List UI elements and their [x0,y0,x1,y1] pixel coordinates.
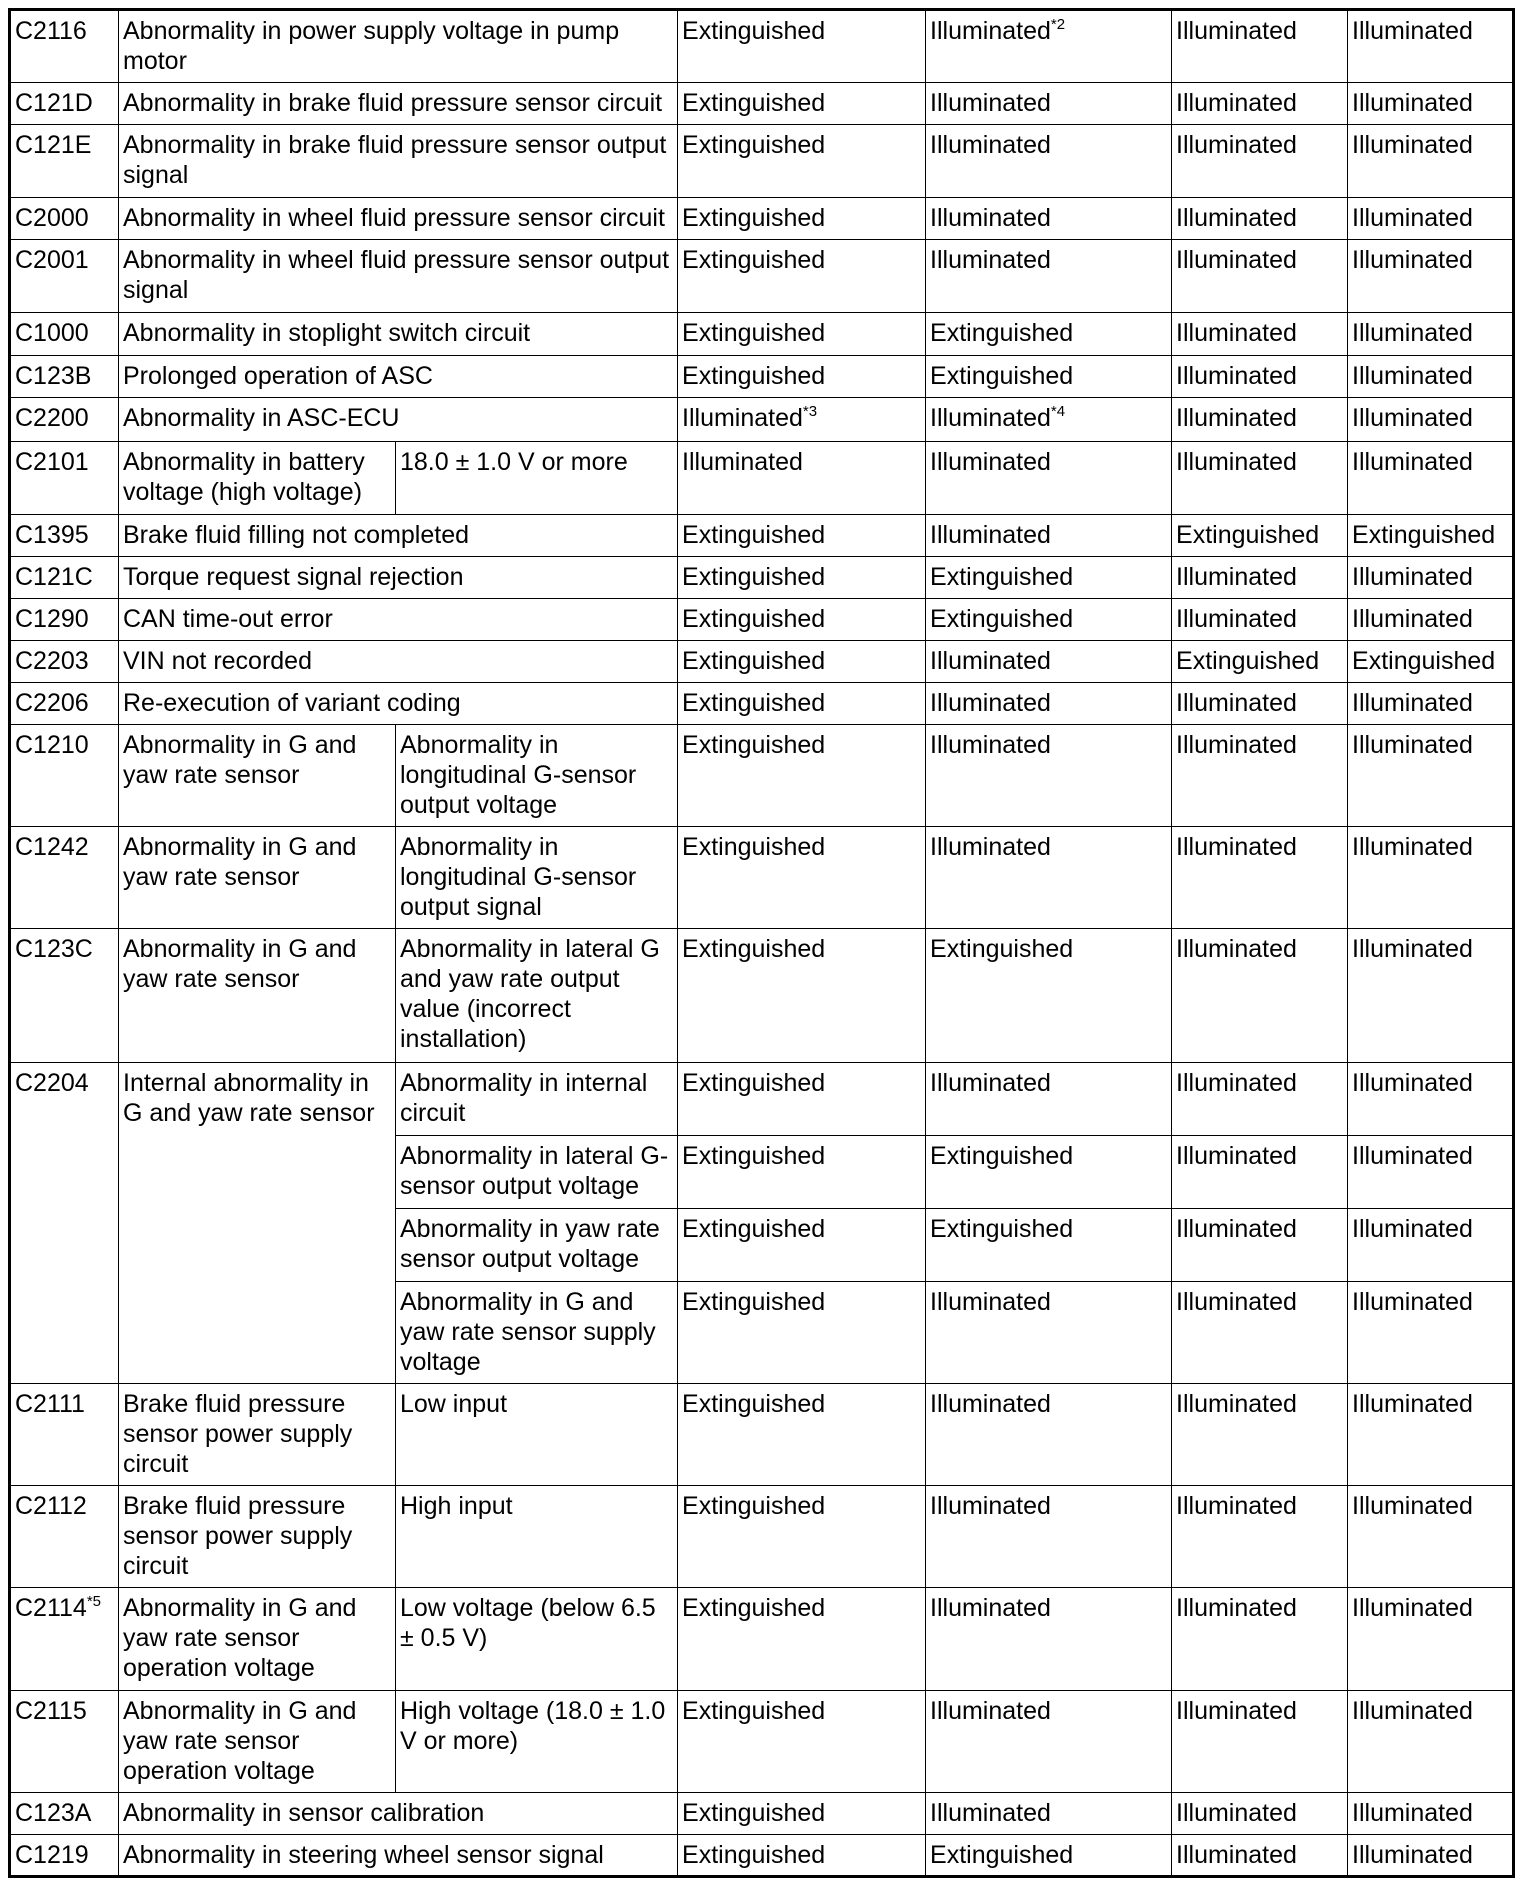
status-cell: Extinguished [678,313,926,355]
detail-cell: Low input [396,1384,678,1486]
table-row [10,83,1514,125]
dtc-code-cell: C2001 [10,240,119,313]
status-cell: Illuminated [926,683,1172,725]
status-cell: Extinguished [1348,514,1514,556]
status-cell: Extinguished [1172,640,1348,682]
dtc-code-cell: C1000 [10,313,119,355]
table-row [10,1486,1514,1588]
status-cell: Illuminated [926,1384,1172,1486]
status-cell: Extinguished [678,1208,926,1281]
status-cell: Illuminated [1348,1281,1514,1383]
table-row [10,1588,1514,1690]
description-cell: Brake fluid filling not completed [119,514,678,556]
status-cell: Extinguished [678,83,926,125]
table-row [10,683,1514,725]
table-row [10,198,1514,240]
status-cell: Illuminated [1172,929,1348,1062]
status-cell: Illuminated [926,1690,1172,1792]
status-cell: Extinguished [678,198,926,240]
status-cell: Illuminated [1348,1834,1514,1876]
status-cell: Illuminated [1172,125,1348,198]
detail-cell: Abnormality in longitudinal G-sensor output signal [396,827,678,929]
description-cell: Brake fluid pressure sensor power supply circuit [119,1486,396,1588]
detail-cell: Abnormality in lateral G and yaw rate output value (incorrect installation) [396,929,678,1062]
description-cell: Re-execution of variant coding [119,683,678,725]
status-cell: Illuminated [926,441,1172,514]
status-cell: Extinguished [926,355,1172,397]
status-cell: Illuminated [926,827,1172,929]
status-cell: Extinguished [678,240,926,313]
dtc-code-cell: C1219 [10,1834,119,1876]
status-cell: Illuminated [1348,125,1514,198]
status-cell: Extinguished [1172,514,1348,556]
table-row [10,355,1514,397]
status-cell: Extinguished [926,1135,1172,1208]
status-cell: Illuminated [926,1062,1172,1135]
status-cell: Illuminated [1348,1588,1514,1690]
status-cell: Illuminated [1172,83,1348,125]
description-cell: Abnormality in G and yaw rate sensor [119,827,396,929]
status-cell: Extinguished [678,929,926,1062]
description-cell: Abnormality in brake fluid pressure sensor output signal [119,125,678,198]
status-cell: Extinguished [678,1588,926,1690]
status-cell: Illuminated [1348,1208,1514,1281]
table-row [10,1834,1514,1876]
status-cell: Illuminated [1172,198,1348,240]
status-cell: Illuminated [1172,725,1348,827]
status-cell: Illuminated [1348,598,1514,640]
dtc-code-cell: C2000 [10,198,119,240]
status-cell: Extinguished [678,1834,926,1876]
description-cell: Torque request signal rejection [119,556,678,598]
status-cell: Extinguished [926,1834,1172,1876]
status-cell: Illuminated [1348,1062,1514,1135]
dtc-code-cell: C121D [10,83,119,125]
table-row [10,640,1514,682]
description-cell: Prolonged operation of ASC [119,355,678,397]
status-cell: Illuminated [1348,83,1514,125]
detail-cell: Abnormality in internal circuit [396,1062,678,1135]
detail-cell: Low voltage (below 6.5 ± 0.5 V) [396,1588,678,1690]
table-row [10,240,1514,313]
description-cell: Abnormality in wheel fluid pressure sensor circuit [119,198,678,240]
status-cell: Illuminated [1348,1690,1514,1792]
status-cell: Extinguished [678,1281,926,1383]
status-cell: Illuminated [1348,827,1514,929]
status-cell: Illuminated [1172,1690,1348,1792]
status-cell: Extinguished [678,1690,926,1792]
footnote-marker: *4 [1050,402,1066,420]
status-cell: Illuminated [1172,1792,1348,1834]
description-cell: Abnormality in G and yaw rate sensor [119,929,396,1062]
status-cell: Illuminated [1172,397,1348,441]
status-cell: Illuminated [1172,1135,1348,1208]
dtc-code-cell: C1290 [10,598,119,640]
status-cell: Illuminated [1172,827,1348,929]
dtc-code-cell: C123A [10,1792,119,1834]
dtc-table [8,8,1515,1878]
dtc-code-cell: C2111 [10,1384,119,1486]
status-cell: Illuminated [1348,397,1514,441]
status-cell: Illuminated [1348,725,1514,827]
status-cell: Illuminated [1348,1486,1514,1588]
status-cell: Extinguished [678,10,926,83]
status-cell: Illuminated [1348,683,1514,725]
description-cell: Abnormality in wheel fluid pressure sensor output signal [119,240,678,313]
status-cell: Illuminated [1172,10,1348,83]
status-cell: Illuminated [1348,10,1514,83]
status-cell: Illuminated [1348,556,1514,598]
table-row [10,441,1514,514]
description-cell: Internal abnormality in G and yaw rate sensor [119,1062,396,1383]
description-cell: Abnormality in G and yaw rate sensor operation voltage [119,1588,396,1690]
status-cell: Illuminated [926,240,1172,313]
detail-cell: Abnormality in lateral G-sensor output voltage [396,1135,678,1208]
status-cell: Illuminated [926,1588,1172,1690]
description-cell: Abnormality in brake fluid pressure sensor circuit [119,83,678,125]
status-cell: Illuminated [1172,441,1348,514]
dtc-code-cell: C2101 [10,441,119,514]
status-cell: Illuminated [926,514,1172,556]
footnote-marker: *2 [1050,16,1066,33]
table-row [10,313,1514,355]
description-cell: Abnormality in sensor calibration [119,1792,678,1834]
description-cell: CAN time-out error [119,598,678,640]
status-cell: Illuminated [926,125,1172,198]
status-cell: Extinguished [678,725,926,827]
dtc-code-cell: C2114$^{*5}$ [10,1588,119,1690]
dtc-code-cell: C1210 [10,725,119,827]
status-cell: Illuminated [1172,313,1348,355]
dtc-code-cell: C2116 [10,10,119,83]
status-cell: Extinguished [678,640,926,682]
status-cell: Illuminated [1348,198,1514,240]
status-cell: Extinguished [678,1792,926,1834]
dtc-code-cell: C2206 [10,683,119,725]
status-cell: Illuminated [926,1792,1172,1834]
description-cell: Abnormality in battery voltage (high voltage) [119,441,396,514]
table-row [10,556,1514,598]
status-cell: Extinguished [926,598,1172,640]
description-cell: Abnormality in steering wheel sensor signal [119,1834,678,1876]
table-row [10,10,1514,83]
status-cell: Illuminated [1172,598,1348,640]
detail-cell: Abnormality in longitudinal G-sensor output voltage [396,725,678,827]
status-cell: Illuminated [1172,683,1348,725]
status-cell: Illuminated [1348,929,1514,1062]
status-cell: Extinguished [678,1486,926,1588]
status-cell: Illuminated [926,1486,1172,1588]
detail-cell: High voltage (18.0 ± 1.0 V or more) [396,1690,678,1792]
dtc-code-cell: C2203 [10,640,119,682]
status-cell: Illuminated [1172,1208,1348,1281]
status-cell: Extinguished [926,929,1172,1062]
dtc-code-cell: C2112 [10,1486,119,1588]
dtc-code-cell: C121C [10,556,119,598]
status-cell: Illuminated [926,198,1172,240]
description-cell: Abnormality in G and yaw rate sensor [119,725,396,827]
description-cell: Abnormality in power supply voltage in pump motor [119,10,678,83]
status-cell: Extinguished [678,598,926,640]
dtc-code-cell: C123C [10,929,119,1062]
table-row [10,1062,1514,1135]
status-cell: Extinguished [926,1208,1172,1281]
detail-cell: 18.0 ± 1.0 V or more [396,441,678,514]
dtc-code-cell: C1242 [10,827,119,929]
table-row [10,827,1514,929]
status-cell: Extinguished [926,313,1172,355]
status-cell: Extinguished [678,1135,926,1208]
table-row [10,929,1514,1062]
status-cell: Extinguished [678,1062,926,1135]
status-cell: Illuminated [926,725,1172,827]
status-cell: Illuminated [1348,1792,1514,1834]
status-cell: Illuminated [1348,1135,1514,1208]
status-cell: Extinguished [678,1384,926,1486]
status-cell: Extinguished [926,556,1172,598]
status-cell: Illuminated$^{*2}$ [926,10,1172,83]
status-cell: Illuminated [1172,1281,1348,1383]
status-cell: Illuminated [1172,1834,1348,1876]
detail-cell: Abnormality in yaw rate sensor output voltage [396,1208,678,1281]
detail-cell: High input [396,1486,678,1588]
status-cell: Illuminated [1348,1384,1514,1486]
status-cell: Illuminated [1172,556,1348,598]
status-cell: Illuminated$^{*4}$ [926,397,1172,441]
table-row [10,1690,1514,1792]
table-row [10,397,1514,441]
table-row [10,1792,1514,1834]
status-cell: Extinguished [678,355,926,397]
status-cell: Illuminated [926,83,1172,125]
description-cell: Abnormality in stoplight switch circuit [119,313,678,355]
status-cell: Extinguished [1348,640,1514,682]
dtc-code-cell: C123B [10,355,119,397]
table-row [10,725,1514,827]
description-cell: Brake fluid pressure sensor power supply circuit [119,1384,396,1486]
status-cell: Illuminated [1172,240,1348,313]
description-cell: Abnormality in ASC-ECU [119,397,678,441]
status-cell: Extinguished [678,683,926,725]
dtc-code-cell: C2115 [10,1690,119,1792]
status-cell: Illuminated [1172,1486,1348,1588]
footnote-marker: *3 [802,402,818,420]
status-cell: Extinguished [678,827,926,929]
status-cell: Extinguished [678,125,926,198]
status-cell: Illuminated [1348,313,1514,355]
status-cell: Illuminated [1172,1384,1348,1486]
dtc-code-cell: C2200 [10,397,119,441]
status-cell: Extinguished [678,514,926,556]
status-cell: Illuminated [678,441,926,514]
description-cell: Abnormality in G and yaw rate sensor operation voltage [119,1690,396,1792]
status-cell: Illuminated [926,640,1172,682]
dtc-code-cell: C121E [10,125,119,198]
table-row [10,1384,1514,1486]
dtc-code-cell: C2204 [10,1062,119,1383]
status-cell: Illuminated$^{*3}$ [678,397,926,441]
table-row [10,514,1514,556]
table-row [10,125,1514,198]
status-cell: Illuminated [1172,1062,1348,1135]
status-cell: Illuminated [926,1281,1172,1383]
status-cell: Illuminated [1348,355,1514,397]
detail-cell: Abnormality in G and yaw rate sensor supply voltage [396,1281,678,1383]
table-row [10,598,1514,640]
status-cell: Illuminated [1172,355,1348,397]
status-cell: Extinguished [678,556,926,598]
dtc-code-cell: C1395 [10,514,119,556]
status-cell: Illuminated [1172,1588,1348,1690]
status-cell: Illuminated [1348,441,1514,514]
status-cell: Illuminated [1348,240,1514,313]
footnote-marker: *5 [86,1593,102,1611]
description-cell: VIN not recorded [119,640,678,682]
